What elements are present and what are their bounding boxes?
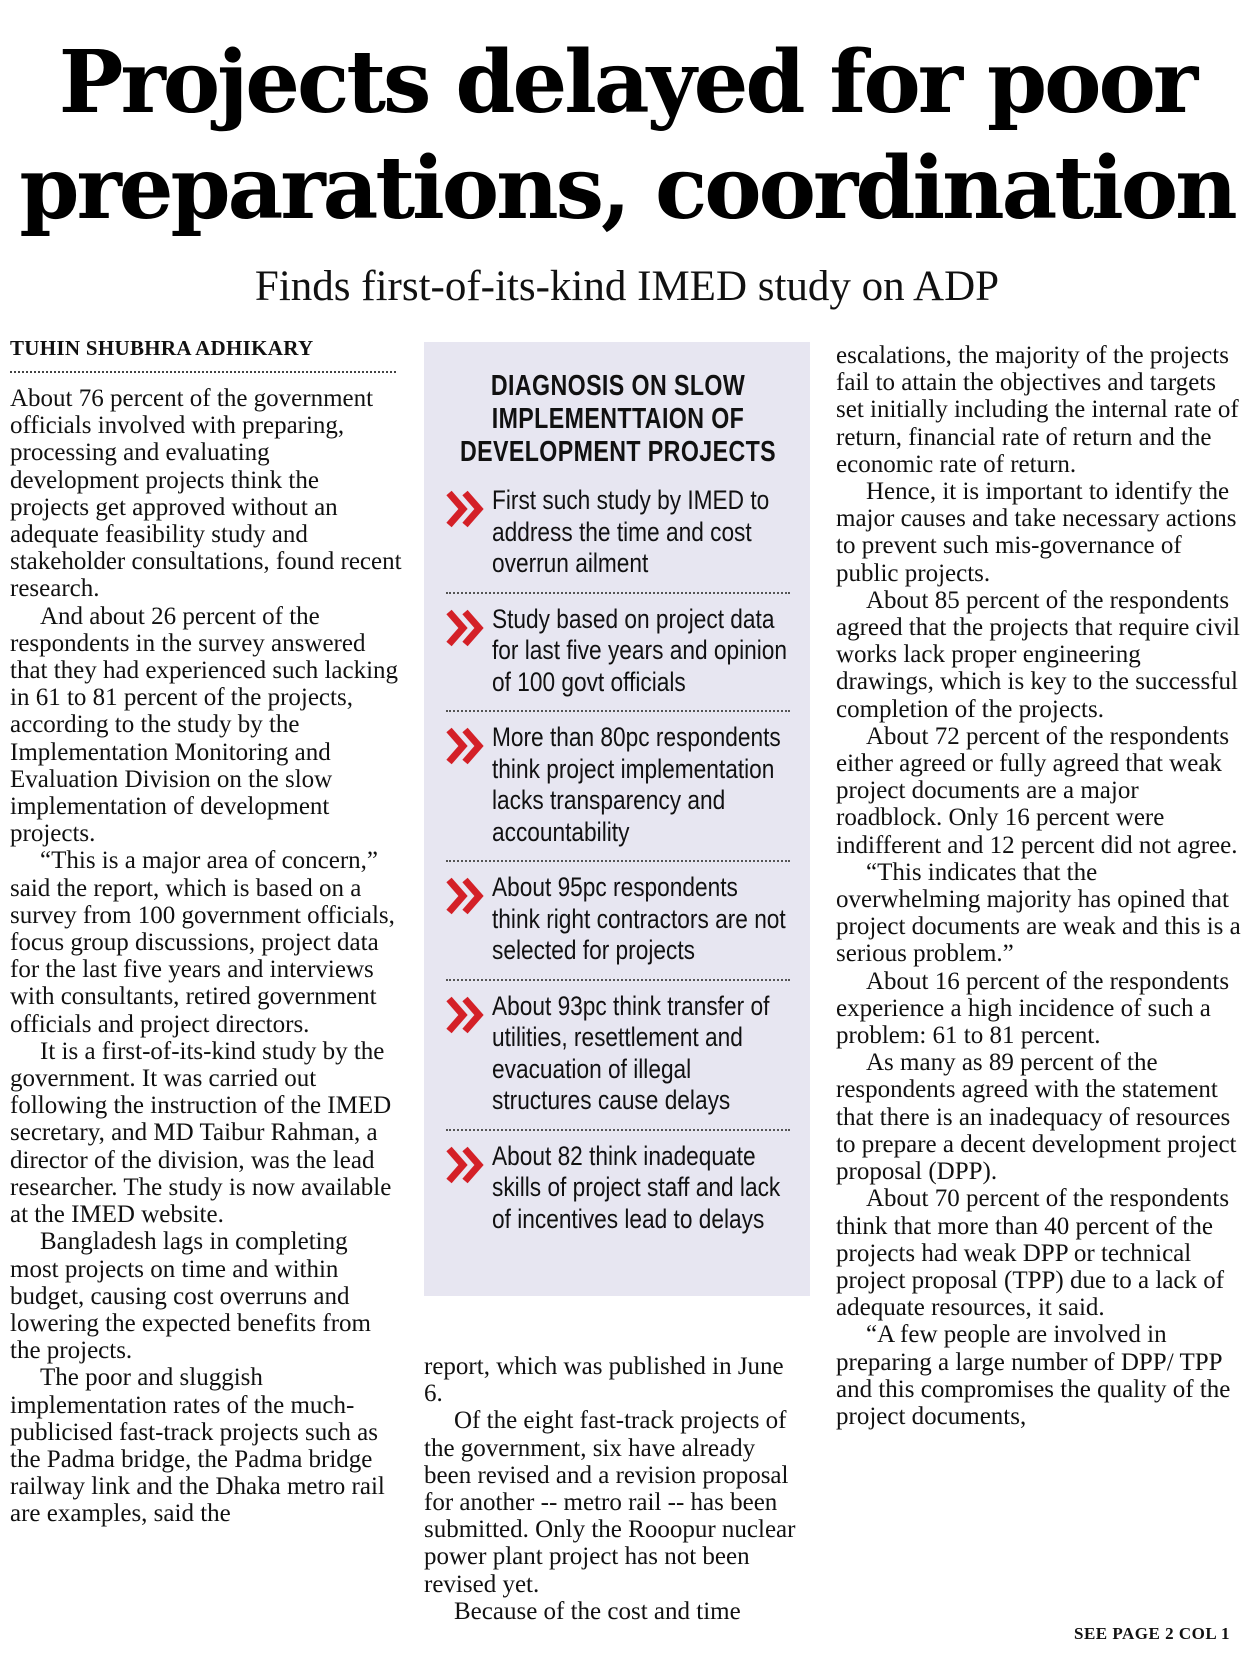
headline	[0, 30, 1254, 242]
paragraph: Of the eight fast-track projects of the government, six have already been revised and a revision proposal for another -- metro rail -- has been submitted. Only the Rooopur nuclear power plant project has not been revised yet.	[424, 1407, 796, 1598]
sidebar-item	[446, 981, 790, 1131]
headline-line-1: Projects delayed for poor	[58, 32, 1196, 133]
paragraph: It is a first-of-its-kind study by the government. It was carried out following the instruction of the IMED secretary, and MD Taibur Rahman, a director of the division, was the lead researcher. The study is now available at the IMED website.	[10, 1037, 392, 1229]
paragraph: report, which was published in June 6.	[424, 1353, 784, 1408]
paragraph: About 76 percent of the government officials involved with preparing, processing and evaluating development projects think the projects get approved without an adequate feasibility study and stakeholder consultations, found recent research.	[10, 385, 402, 603]
paragraph: escalations, the majority of the projects fail to attain the objectives and targets set initially including the internal rate of return, financial rate of return and the economic rate of return.	[836, 342, 1239, 478]
double-chevron-right-icon	[446, 489, 492, 529]
double-chevron-right-icon	[446, 726, 492, 766]
double-chevron-right-icon	[446, 995, 492, 1035]
article-column-3	[836, 342, 1242, 1617]
paragraph: Bangladesh lags in completing most projects on time and within budget, causing cost overruns and lowering the expected benefits from the projects.	[10, 1228, 371, 1365]
sidebar-item-text: First such study by IMED to address the time and cost overrun ailment	[492, 485, 770, 578]
sidebar-title-line: DIAGNOSIS ON SLOW	[490, 370, 746, 402]
sidebar-item-text: More than 80pc respondents think project implementation lacks transparency and accountability	[492, 722, 781, 847]
sidebar-item	[446, 862, 790, 981]
paragraph: About 70 percent of the respondents think that more than 40 percent of the projects had weak DPP or technical project proposal (TPP) due to a lack of adequate resources, it said.	[836, 1185, 1230, 1322]
paragraph: About 72 percent of the respondents either agreed or fully agreed that weak project documents are a major roadblock. Only 16 percent were indifferent and 12 percent did not agree.	[836, 722, 1238, 859]
sidebar-title-line: DEVELOPMENT PROJECTS	[459, 436, 777, 468]
paragraph: And about 26 percent of the respondents in the survey answered that they had experienced such lacking in 61 to 81 percent of the projects, according to the study by the Implementation Monitoring and Evaluation Division on the slow implementation of development projects.	[10, 602, 399, 848]
sidebar-item	[446, 1131, 790, 1248]
headline-line-2: preparations, coordination	[19, 138, 1235, 239]
paragraph: About 85 percent of the respondents agreed that the projects that require civil works lack proper engineering drawings, which is key to the successful completion of the projects.	[836, 586, 1240, 723]
diagnosis-sidebar-box	[424, 342, 810, 1296]
sidebar-item-text: About 82 think inadequate skills of project staff and lack of incentives lead to delays	[492, 1140, 781, 1234]
double-chevron-right-icon	[446, 876, 492, 916]
sidebar-item-text: Study based on project data for last five years and opinion of 100 govt officials	[492, 603, 788, 697]
double-chevron-right-icon	[446, 608, 492, 648]
paragraph: About 16 percent of the respondents experience a high incidence of such a problem: 61 to 81 percent.	[836, 967, 1230, 1050]
article-column-1	[10, 385, 402, 1650]
paragraph: Because of the cost and time	[454, 1597, 741, 1625]
paragraph: “A few people are involved in preparing a large number of DPP/ TPP and this compromises the quality of the project documents,	[836, 1321, 1231, 1430]
article-column-2	[424, 1353, 808, 1653]
sidebar-item-text: About 95pc respondents think right contractors are not selected for projects	[492, 872, 786, 965]
subheadline: Finds first-of-its-kind IMED study on ADP	[254, 263, 1000, 310]
paragraph: “This indicates that the overwhelming majority has opined that project documents are weak and this is a serious problem.”	[836, 858, 1241, 968]
paragraph: Hence, it is important to identify the major causes and take necessary actions to prevent such mis-governance of public projects.	[836, 478, 1237, 587]
sidebar-title	[448, 370, 787, 469]
continuation-note: SEE PAGE 2 COL 1	[1074, 1624, 1230, 1643]
double-chevron-right-icon	[446, 1145, 492, 1185]
paragraph: The poor and sluggish implementation rates of the much-publicised fast-track projects such as the Padma bridge, the Padma bridge railway link and the Dhaka metro rail are examples, said the	[10, 1364, 385, 1528]
paragraph: As many as 89 percent of the respondents agreed with the statement that there is an inadequacy of resources to prepare a decent development project proposal (DPP).	[836, 1049, 1237, 1186]
byline: TUHIN SHUBHRA ADHIKARY	[10, 336, 396, 373]
sidebar-title-line: IMPLEMENTTAION OF	[491, 403, 745, 435]
sidebar-item-text: About 93pc think transfer of utilities, resettlement and evacuation of illegal structures cause delays	[492, 990, 770, 1115]
sidebar-item	[446, 475, 790, 594]
sidebar-item	[446, 712, 790, 862]
paragraph: “This is a major area of concern,” said the report, which is based on a survey from 100 government officials, focus group discussions, project data for the last five years and interviews with consultants, retired government officials and project directors.	[10, 847, 395, 1038]
sidebar-item	[446, 594, 790, 713]
